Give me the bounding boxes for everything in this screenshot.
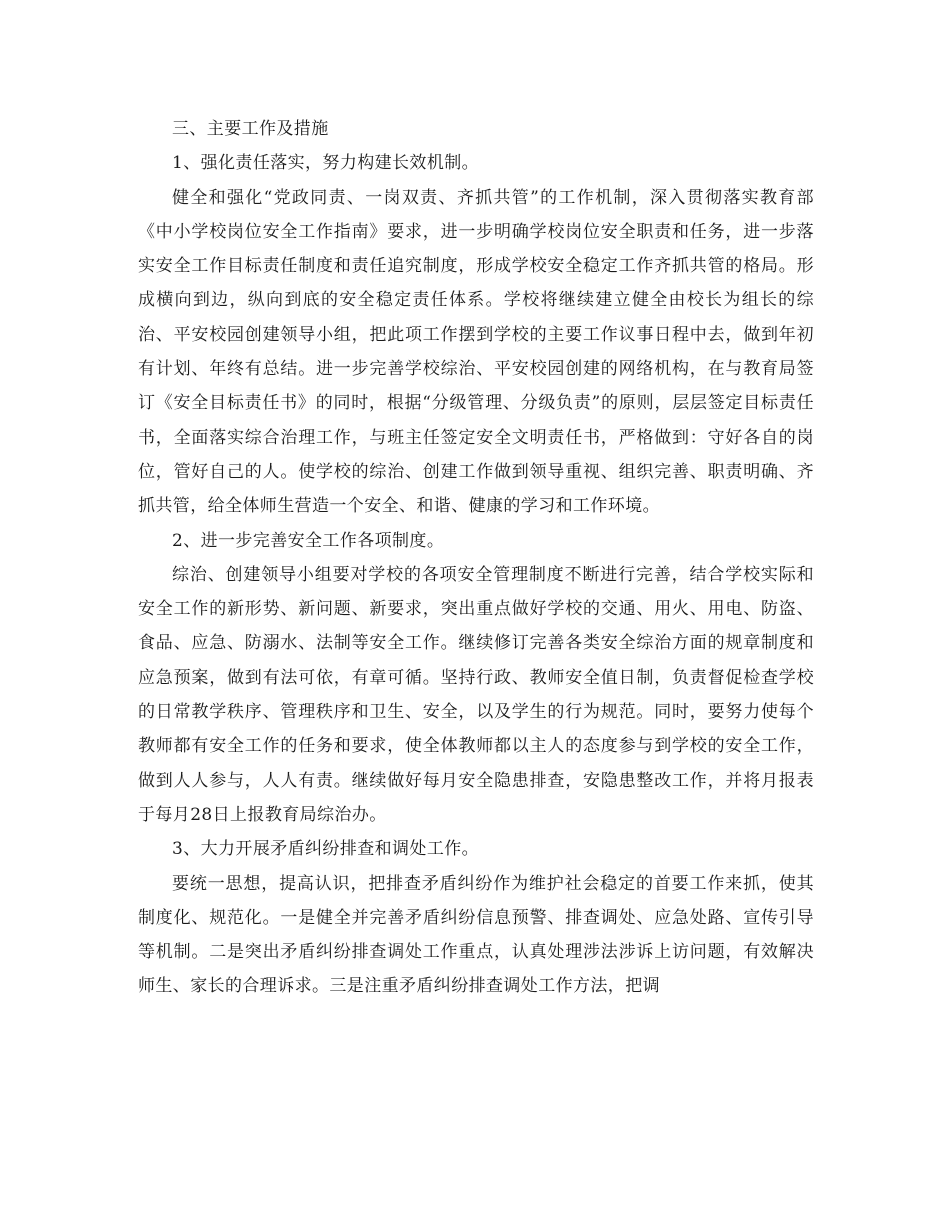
body-paragraph-1: 健全和强化“党政同责、一岗双责、齐抓共管”的工作机制，深入贯彻落实教育部《中小学校岗位安全工作指南》要求，进一步明确学校岗位安全职责和任务，进一步落实安全工作目标责任制度和责任追究制度，形成学校安全稳定工作齐抓共管的格局。形成横向到边，纵向到底的安全稳定责任体系。学校将继续建立健全由校长为组长的综治、平安校园创建领导小组，把此项工作摆到学校的主要工作议事日程中去，做到年初有计划、年终有总结。进一步完善学校综治、平安校园创建的网络机构，在与教育局签订《安全目标责任书》的同时，根据“分级管理、分级负责”的原则，层层签定目标责任书，全面落实综合治理工作，与班主任签定安全文明责任书，严格做到：守好各自的岗位，管好自己的人。使学校的综治、创建工作做到领导重视、组织完善、职责明确、齐抓共管，给全体师生营造一个安全、和谐、健康的学习和工作环境。 xyxy=(138,187,814,517)
body-paragraph-3: 要统一思想，提高认识，把排查矛盾纠纷作为维护社会稳定的首要工作来抓，使其制度化、规范化。一是健全并完善矛盾纠纷信息预警、排查调处、应急处路、宣传引导等机制。二是突出矛盾纠纷排查调处工作重点，认真处理涉法涉诉上访问题，有效解决师生、家长的合理诉求。三是注重矛盾纠纷排查调处工作方法，把调 xyxy=(138,873,814,997)
subheading-3: 3、大力开展矛盾纠纷排查和调处工作。 xyxy=(172,839,480,860)
section-heading: 三、主要工作及措施 xyxy=(172,119,329,139)
document-body xyxy=(138,112,814,1004)
body-paragraph-2: 综治、创建领导小组要对学校的各项安全管理制度不断进行完善，结合学校实际和安全工作的新形势、新问题、新要求，突出重点做好学校的交通、用火、用电、防盗、食品、应急、防溺水、法制等安全工作。继续修订完善各类安全综治方面的规章制度和应急预案，做到有法可依，有章可循。坚持行政、教师安全值日制，负责督促检查学校的日常教学秩序、管理秩序和卫生、安全，以及学生的行为规范。同时，要努力使每个教师都有安全工作的任务和要求，使全体教师都以主人的态度参与到学校的安全工作，做到人人参与，人人有责。继续做好每月安全隐患排查，安隐患整改工作，并将月报表于每月28日上报教育局综治办。 xyxy=(138,564,814,825)
subheading-1: 1、强化责任落实，努力构建长效机制。 xyxy=(172,153,480,174)
subheading-2: 2、进一步完善安全工作各项制度。 xyxy=(172,530,445,551)
